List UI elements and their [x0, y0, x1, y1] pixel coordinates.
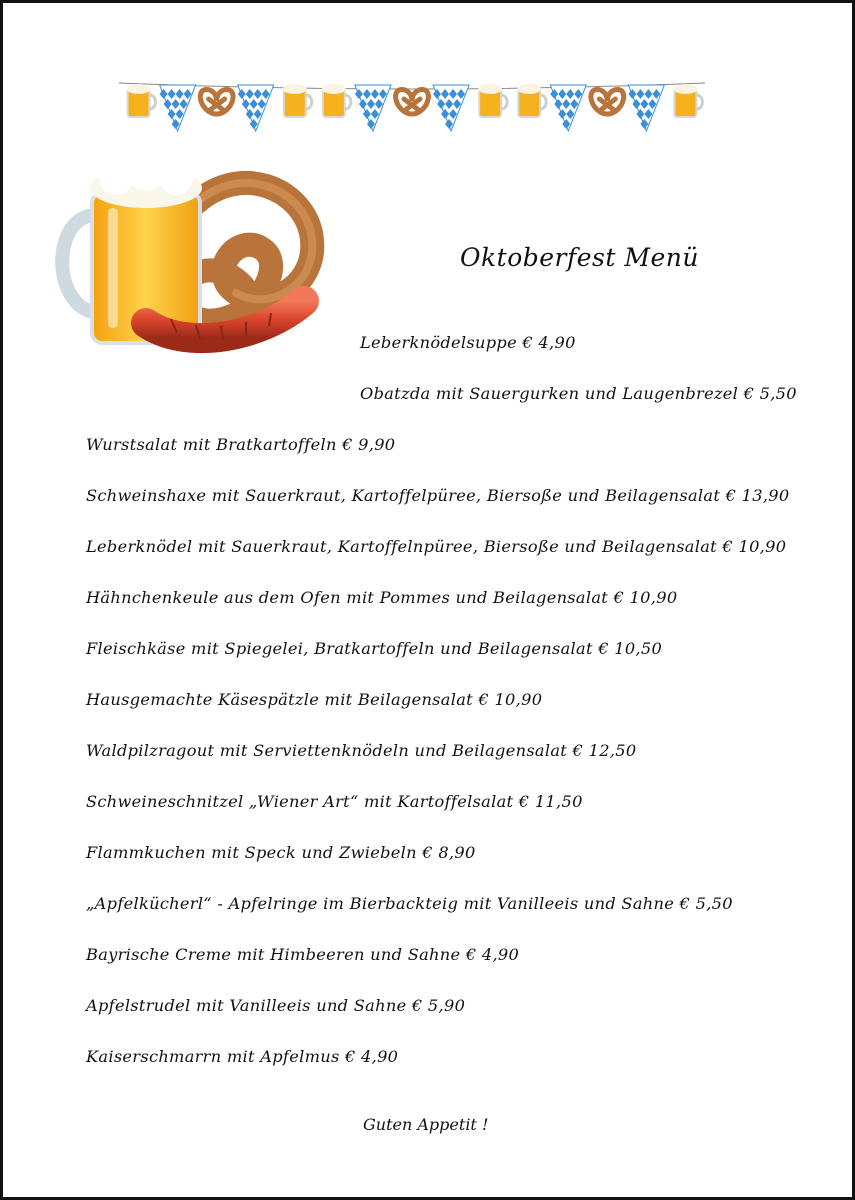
flag-icon — [160, 85, 196, 131]
menu-item: Apfelstrudel mit Vanilleeis und Sahne € 5,90 — [86, 996, 466, 1015]
pretzel-icon — [200, 89, 233, 114]
menu-item: „Apfelkücherl“ - Apfelringe im Bierbackteig mit Vanilleeis und Sahne € 5,50 — [86, 894, 733, 913]
menu-item: Hausgemachte Käsespätzle mit Beilagensalat € 10,90 — [86, 690, 543, 709]
beer-mug-icon — [478, 84, 507, 117]
menu-page — [3, 3, 852, 1197]
menu-item: Flammkuchen mit Speck und Zwiebeln € 8,90 — [86, 843, 476, 862]
menu-item: Wurstsalat mit Bratkartoffeln € 9,90 — [86, 435, 396, 454]
menu-item: Hähnchenkeule aus dem Ofen mit Pommes und Beilagensalat € 10,90 — [86, 588, 678, 607]
bunting-garland — [119, 73, 705, 139]
menu-item: Leberknödel mit Sauerkraut, Kartoffelnpüree, Biersoße und Beilagensalat € 10,90 — [86, 537, 787, 556]
beer-pretzel-sausage-illustration — [46, 133, 346, 388]
closing-text: Guten Appetit ! — [363, 1115, 489, 1134]
flag-icon — [355, 85, 391, 131]
beer-mug-icon — [517, 84, 546, 117]
flag-icon — [628, 85, 664, 131]
beer-mug-icon — [283, 84, 312, 117]
pretzel-icon — [396, 89, 429, 114]
flag-icon — [433, 85, 469, 131]
menu-item: Kaiserschmarrn mit Apfelmus € 4,90 — [86, 1047, 399, 1066]
menu-item: Bayrische Creme mit Himbeeren und Sahne € 4,90 — [86, 945, 520, 964]
flag-icon — [238, 85, 274, 131]
menu-item: Fleischkäse mit Spiegelei, Bratkartoffeln und Beilagensalat € 10,50 — [86, 639, 663, 658]
menu-item: Schweinshaxe mit Sauerkraut, Kartoffelpüree, Biersoße und Beilagensalat € 13,90 — [86, 486, 790, 505]
beer-mug-icon — [62, 151, 202, 343]
pretzel-icon — [591, 89, 624, 114]
flag-icon — [550, 85, 586, 131]
menu-title: Oktoberfest Menü — [460, 243, 699, 272]
menu-item: Schweineschnitzel „Wiener Art“ mit Kartoffelsalat € 11,50 — [86, 792, 583, 811]
beer-mug-icon — [127, 84, 156, 117]
menu-item: Waldpilzragout mit Serviettenknödeln und Beilagensalat € 12,50 — [86, 741, 637, 760]
beer-mug-icon — [673, 84, 702, 117]
menu-item: Leberknödelsuppe € 4,90 — [360, 333, 576, 352]
menu-item: Obatzda mit Sauergurken und Laugenbrezel € 5,50 — [360, 384, 797, 403]
